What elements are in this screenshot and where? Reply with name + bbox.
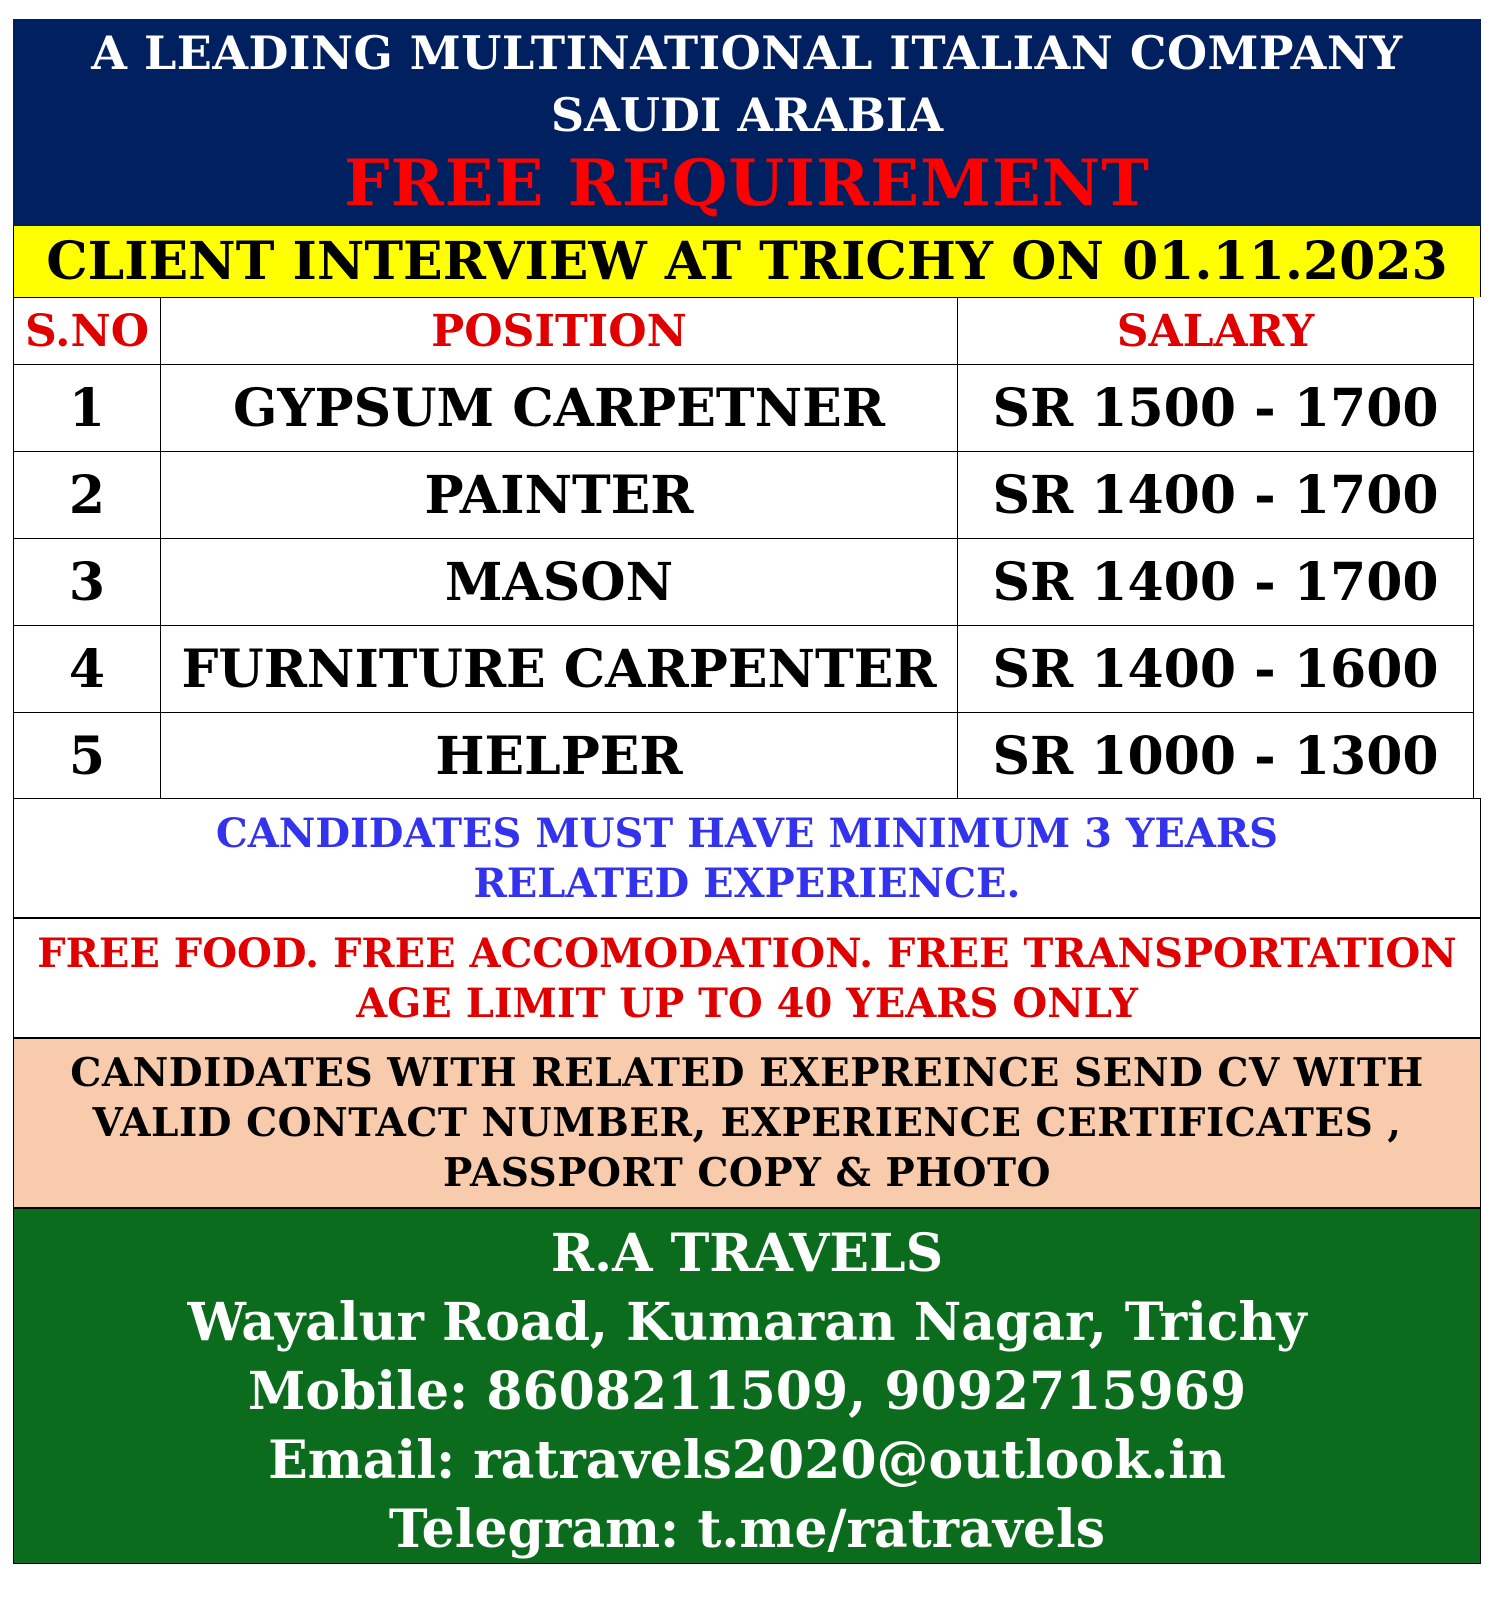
company-heading: A LEADING MULTINATIONAL ITALIAN COMPANY — [91, 26, 1403, 80]
sno-cell: 2 — [14, 452, 161, 539]
free-requirement-heading: FREE REQUIREMENT — [344, 146, 1150, 221]
agency-address: Wayalur Road, Kumaran Nagar, Trichy — [187, 1292, 1307, 1353]
interview-banner: CLIENT INTERVIEW AT TRICHY ON 01.11.2023 — [13, 226, 1481, 297]
agency-telegram: Telegram: t.me/ratravels — [388, 1499, 1106, 1560]
position-cell: PAINTER — [161, 452, 958, 539]
country-heading: SAUDI ARABIA — [550, 88, 944, 142]
table-header-row — [14, 298, 1474, 365]
position-header: POSITION — [161, 298, 958, 365]
contact-section — [13, 1208, 1481, 1564]
sno-cell: 5 — [14, 713, 161, 800]
sno-cell: 3 — [14, 539, 161, 626]
table-row — [14, 626, 1474, 713]
experience-line-2: RELATED EXPERIENCE. — [473, 860, 1021, 907]
table-row — [14, 713, 1474, 800]
benefits-section — [13, 918, 1481, 1038]
table-row — [14, 539, 1474, 626]
agency-mobile: Mobile: 8608211509, 9092715969 — [247, 1361, 1247, 1422]
salary-cell: SR 1400 - 1600 — [958, 626, 1474, 713]
positions-table — [13, 297, 1474, 800]
position-cell: FURNITURE CARPENTER — [161, 626, 958, 713]
position-cell: HELPER — [161, 713, 958, 800]
experience-line-1: CANDIDATES MUST HAVE MINIMUM 3 YEARS — [215, 810, 1279, 857]
send-cv-instructions — [13, 1038, 1481, 1208]
salary-cell: SR 1000 - 1300 — [958, 713, 1474, 800]
send-cv-line-1: CANDIDATES WITH RELATED EXEPREINCE SEND CV WITH — [70, 1050, 1424, 1096]
sno-header: S.NO — [14, 298, 161, 365]
salary-cell: SR 1500 - 1700 — [958, 365, 1474, 452]
age-limit-line: AGE LIMIT UP TO 40 YEARS ONLY — [356, 980, 1138, 1027]
send-cv-line-2: VALID CONTACT NUMBER, EXPERIENCE CERTIFICATES , — [92, 1100, 1402, 1146]
table-row — [14, 452, 1474, 539]
salary-cell: SR 1400 - 1700 — [958, 539, 1474, 626]
sno-cell: 4 — [14, 626, 161, 713]
agency-name: R.A TRAVELS — [550, 1223, 944, 1284]
send-cv-line-3: PASSPORT COPY & PHOTO — [442, 1150, 1052, 1196]
sno-cell: 1 — [14, 365, 161, 452]
experience-requirement — [13, 798, 1481, 918]
benefits-line: FREE FOOD. FREE ACCOMODATION. FREE TRANSPORTATION — [37, 930, 1457, 977]
position-cell: MASON — [161, 539, 958, 626]
salary-header: SALARY — [958, 298, 1474, 365]
position-cell: GYPSUM CARPETNER — [161, 365, 958, 452]
table-row — [14, 365, 1474, 452]
header-banner — [13, 19, 1481, 226]
salary-cell: SR 1400 - 1700 — [958, 452, 1474, 539]
agency-email: Email: ratravels2020@outlook.in — [268, 1430, 1226, 1491]
